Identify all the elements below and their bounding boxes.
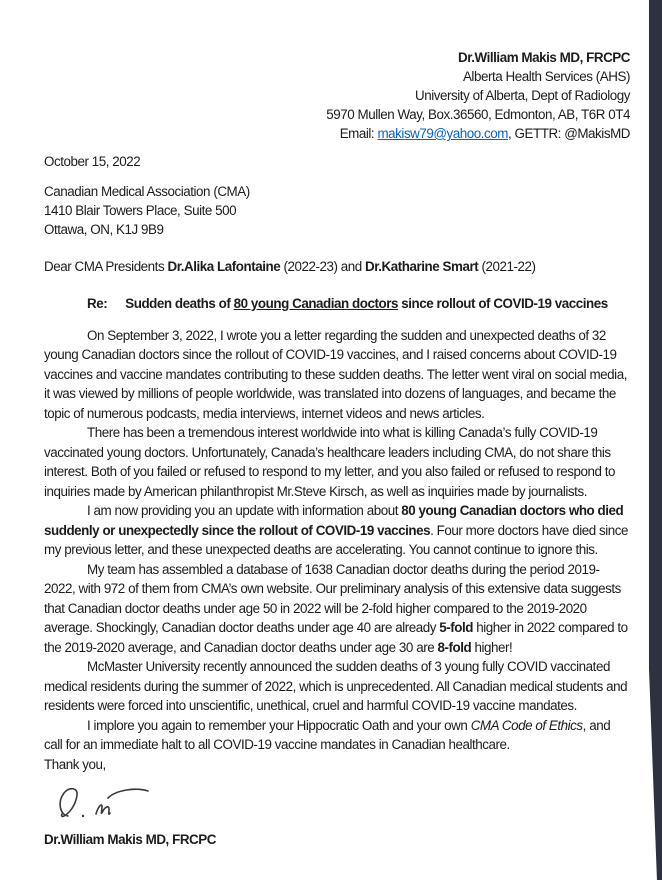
- text-segment: (2022-23) and: [280, 258, 366, 274]
- sender-info: [44, 48, 630, 143]
- text-segment: 80 young Canadian doctors who died suddenly or unexpectedly since the rollout of COVID-19 vaccines: [44, 503, 624, 538]
- recipient-address-line: Ottawa, ON, K1J 9B9: [44, 221, 164, 237]
- text-segment: CMA Code of Ethics: [470, 717, 583, 733]
- salutation: [44, 257, 630, 277]
- text-segment: Dear CMA Presidents: [44, 258, 168, 274]
- recipient-address: [44, 182, 630, 239]
- signature-name: Dr.William Makis MD, FRCPC: [44, 832, 216, 847]
- closing-phrase: Thank you,: [44, 756, 106, 772]
- text-segment: On September 3, 2022, I wrote you a letter regarding the sudden and unexpected deaths of 32 young Canadian doctors since the rollout of COVID-19 vaccines, and I raised concerns about COVID-19 vaccines and vaccine mandates contributing to these sudden deaths. The letter went viral on social media, it was viewed by millions of people worldwide, was translated into dozens of languages, and became the topic of numerous podcasts, media interviews, internet videos and news articles.: [44, 327, 627, 421]
- text-segment: Email:: [339, 126, 378, 141]
- body-paragraph: [44, 716, 630, 755]
- text-segment: since rollout of COVID-19 vaccines: [398, 296, 608, 311]
- text-segment: Dr.William Makis MD, FRCPC: [458, 50, 630, 65]
- text-segment: I implore you again to remember your Hippocratic Oath and your own: [87, 717, 471, 733]
- recipient-address-line: 1410 Blair Towers Place, Suite 500: [44, 202, 237, 218]
- text-segment: (2021-22): [478, 258, 536, 274]
- text-segment: 8-fold: [437, 639, 472, 655]
- text-segment: Alberta Health Services (AHS): [462, 69, 630, 84]
- signature-scrawl-icon: [52, 778, 172, 826]
- sender-info-line: [44, 105, 630, 124]
- text-segment: There has been a tremendous interest worldwide into what is killing Canada’s fully COVID-19 vaccinated young doctors. Unfortunately, Canada’s healthcare leaders including CMA, do not share this interest. Both of you failed or refused to respond to my letter, and you also failed or refused to respond to inquiries made by American philanthropist Mr.Steve Kirsch, as well as inquiries made by journalists.: [44, 425, 616, 499]
- letter-date: October 15, 2022: [44, 154, 141, 169]
- subject-text: [125, 296, 608, 311]
- body-paragraph: [44, 326, 630, 424]
- text-segment: My team has assembled a database of 1638 Canadian doctor deaths during the period 2019-2022, with 972 of them from CMA’s own website. Our preliminary analysis of this extensive data suggests that Canadian doctor deaths under age 50 in 2022 will be 2-fold higher compared to the 2019-2020 average. Shockingly, Canadian doctor deaths under age 40 are already: [44, 561, 621, 635]
- sender-info-line: [44, 124, 630, 143]
- text-segment: , GETTR: @MakisMD: [508, 126, 630, 141]
- sender-info-line: [44, 67, 630, 86]
- text-segment: 5-fold: [439, 620, 474, 635]
- page-edge-shadow: [648, 0, 662, 880]
- text-segment: 5970 Mullen Way, Box.36560, Edmonton, AB, T6R 0T4: [326, 107, 630, 122]
- text-segment: 80 young Canadian doctors: [233, 296, 399, 311]
- recipient-address-line: Canadian Medical Association (CMA): [44, 183, 250, 199]
- email-link[interactable]: makisw79@yahoo.com: [377, 126, 508, 141]
- subject-line: [44, 294, 630, 314]
- text-segment: higher in 2022 compared to the 2019-2020 average, and Canadian doctor deaths under age 30 are: [44, 620, 628, 655]
- text-segment: . Four more doctors have died since my previous letter, and these unexpected deaths are accelerating. You cannot continue to ignore this.: [44, 522, 629, 557]
- sender-info-line: [44, 86, 630, 105]
- text-segment: Dr.Alika Lafontaine: [167, 258, 281, 274]
- letter-content: [44, 48, 630, 850]
- body-paragraph: [44, 560, 630, 658]
- body-paragraph: [44, 423, 630, 501]
- letter-body: [44, 326, 630, 755]
- text-segment: Sudden deaths of: [125, 296, 234, 311]
- signature-image: [52, 778, 630, 826]
- text-segment: Dr.Katharine Smart: [365, 258, 479, 274]
- text-segment: University of Alberta, Dept of Radiology: [415, 88, 630, 103]
- text-segment: , and call for an immediate halt to all COVID-19 vaccine mandates in Canadian healthcare.: [44, 717, 611, 752]
- text-segment: higher!: [471, 639, 513, 655]
- sender-info-line: [44, 48, 630, 67]
- body-paragraph: [44, 501, 630, 560]
- subject-label: Re:: [87, 296, 108, 311]
- text-segment: I am now providing you an update with information about: [87, 503, 402, 518]
- body-paragraph: [44, 657, 630, 716]
- text-segment: McMaster University recently announced the sudden deaths of 3 young fully COVID vaccinated medical residents during the summer of 2022, which is unprecedented. All Canadian medical students and residents were forced into unscientific, unethical, cruel and harmful COVID-19 vaccine mandates.: [44, 659, 628, 713]
